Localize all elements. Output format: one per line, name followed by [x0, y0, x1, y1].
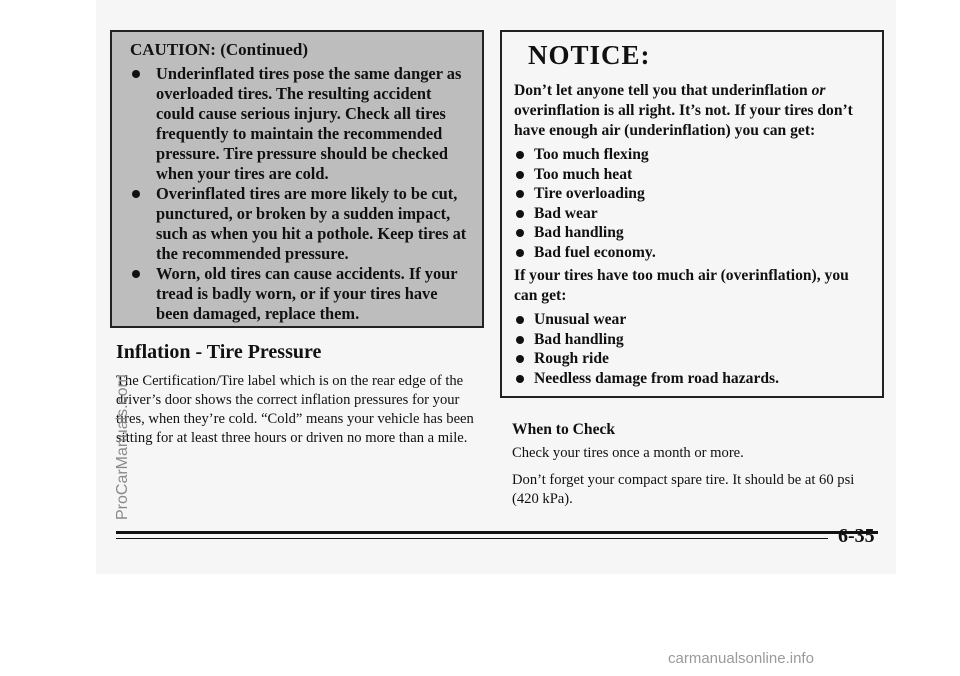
list-item: Needless damage from road hazards. — [514, 369, 870, 389]
list-item: Bad wear — [514, 204, 870, 224]
overinflation-intro: If your tires have too much air (overinflation), you can get: — [514, 267, 849, 304]
list-item: Rough ride — [514, 349, 870, 369]
inflation-heading: Inflation - Tire Pressure — [116, 341, 322, 363]
when-to-check-heading: When to Check — [512, 421, 616, 438]
caution-item: Worn, old tires can cause accidents. If your tread is badly worn, or if your tires have been damaged, replace them. — [122, 264, 468, 324]
bullet-icon — [516, 316, 524, 324]
when-to-check-line1: Check your tires once a month or more. — [512, 445, 744, 461]
notice-title: NOTICE: — [528, 40, 651, 70]
caution-item: Underinflated tires pose the same danger as overloaded tires. The resulting accident could cause serious injury. Check all tires frequently to maintain the recommended pressure. Tire pressure should be checked when your tires are cold. — [122, 64, 468, 184]
caution-list — [122, 64, 468, 324]
bullet-icon — [132, 190, 140, 198]
notice-box — [500, 30, 884, 398]
overinflation-list — [514, 310, 870, 388]
bullet-icon — [516, 229, 524, 237]
bullet-icon — [132, 270, 140, 278]
bullet-icon — [516, 210, 524, 218]
list-item: Bad handling — [514, 330, 870, 350]
caution-title: CAUTION: (Continued) — [130, 40, 309, 59]
footer-rule-thin — [116, 538, 828, 539]
footer-rule-thick — [116, 531, 878, 534]
list-item: Bad handling — [514, 223, 870, 243]
bullet-icon — [516, 151, 524, 159]
page-number: 6-35 — [838, 525, 875, 547]
bullet-icon — [516, 249, 524, 257]
list-item: Bad fuel economy. — [514, 243, 870, 263]
bullet-icon — [132, 70, 140, 78]
list-item: Too much heat — [514, 165, 870, 185]
list-item: Unusual wear — [514, 310, 870, 330]
bullet-icon — [516, 336, 524, 344]
list-item: Too much flexing — [514, 145, 870, 165]
caution-box — [110, 30, 484, 328]
list-item: Tire overloading — [514, 184, 870, 204]
notice-intro: Don’t let anyone tell you that underinflation or overinflation is all right. It’s not. If your tires don’t have enough air (underinflation) you can get: — [514, 82, 853, 139]
underinflation-list — [514, 145, 870, 262]
bullet-icon — [516, 355, 524, 363]
when-to-check-line2: Don’t forget your compact spare tire. It should be at 60 psi (420 kPa). — [512, 472, 855, 507]
bullet-icon — [516, 171, 524, 179]
caution-item: Overinflated tires are more likely to be cut, punctured, or broken by a sudden impact, such as when you hit a pothole. Keep tires at the recommended pressure. — [122, 184, 468, 264]
side-watermark: ProCarManuals.com — [114, 374, 131, 520]
inflation-body: The Certification/Tire label which is on the rear edge of the driver’s door shows the correct inflation pressures for your tires, when they’re cold. “Cold” means your vehicle has been sitting for at least three hours or driven no more than a mile. — [116, 373, 474, 446]
bullet-icon — [516, 375, 524, 383]
bottom-watermark: carmanualsonline.info — [668, 650, 814, 667]
bullet-icon — [516, 190, 524, 198]
